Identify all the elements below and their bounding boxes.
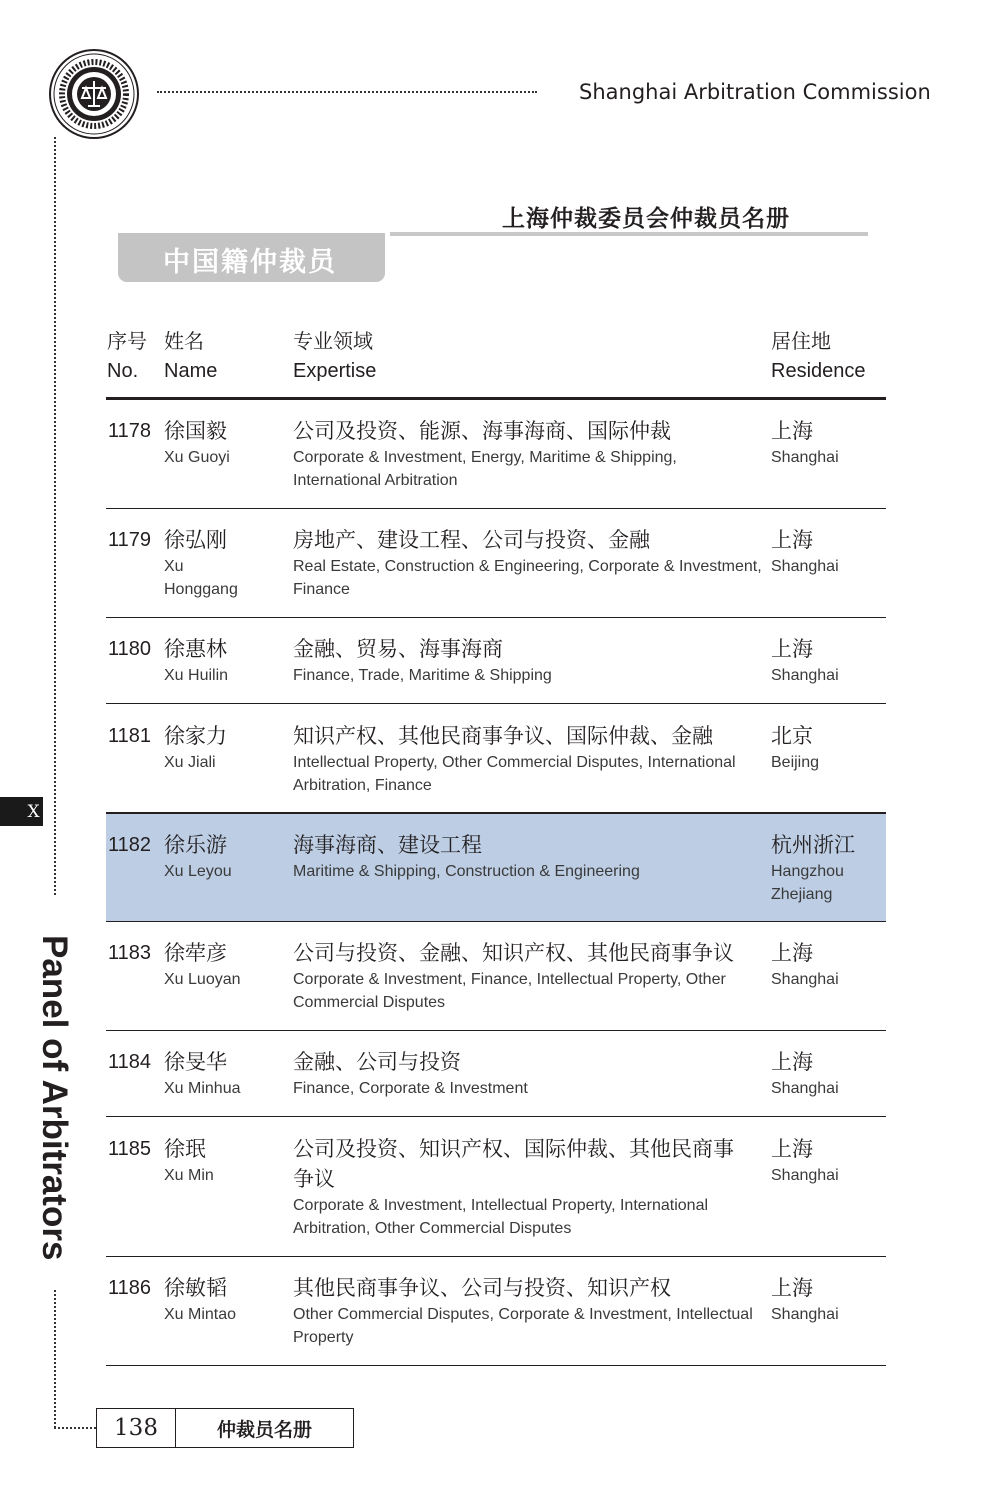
residence: 上海 Shanghai	[771, 941, 839, 988]
arbitrator-name: 徐弘刚 Xu Honggang	[164, 528, 238, 598]
row-number: 1180	[108, 638, 152, 660]
arbitrator-name: 徐荦彦 Xu Luoyan	[164, 941, 241, 988]
expertise: 房地产、建设工程、公司与投资、金融 Real Estate, Construction & Engineering, Corporate & Investment, Finance	[293, 528, 762, 598]
col-header-name-en: Name	[164, 360, 218, 382]
expertise: 知识产权、其他民商事争议、国际仲裁、金融 Intellectual Property, Other Commercial Disputes, International Arbitration, Finance	[293, 724, 736, 794]
arbitrator-name: 徐惠林 Xu Huilin	[164, 637, 229, 684]
expertise: 公司与投资、金融、知识产权、其他民商事争议 Corporate & Investment, Finance, Intellectual Property, Other Commercial Disputes	[293, 941, 734, 1011]
expertise: 公司及投资、知识产权、国际仲裁、其他民商事争议 Corporate & Investment, Intellectual Property, International Arbitration, Other Commercial Disputes	[293, 1137, 734, 1237]
table-row	[106, 922, 886, 1031]
residence: 上海 Shanghai	[771, 528, 839, 575]
header-dotted-rule	[157, 91, 537, 93]
table-row	[106, 509, 886, 618]
arbitrator-name: 徐国毅 Xu Guoyi	[164, 419, 230, 466]
table-row	[106, 400, 886, 509]
table-row	[106, 1031, 886, 1117]
col-header-no-zh: 序号	[107, 329, 147, 353]
arbitrator-name: 徐家力 Xu Jiali	[164, 724, 227, 771]
residence: 上海 Shanghai	[771, 419, 839, 466]
col-header-residence-en: Residence	[771, 360, 866, 382]
category-tab: 中国籍仲裁员	[118, 233, 385, 282]
table-row	[106, 705, 886, 813]
row-number: 1185	[108, 1138, 152, 1160]
residence: 上海 Shanghai	[771, 1276, 839, 1323]
col-header-residence-zh: 居住地	[771, 329, 831, 353]
organization-name: Shanghai Arbitration Commission	[579, 80, 931, 104]
footer-label: 仲裁员名册	[216, 1418, 312, 1441]
table-row-highlighted	[106, 813, 886, 922]
margin-dotted-line-bottom	[54, 1290, 56, 1428]
table-row	[106, 618, 886, 704]
residence: 上海 Shanghai	[771, 637, 839, 684]
expertise: 金融、公司与投资 Finance, Corporate & Investment	[293, 1050, 528, 1097]
section-tab: X	[0, 797, 43, 826]
arbitrator-name: 徐敏韬 Xu Mintao	[164, 1276, 237, 1323]
residence: 杭州浙江 Hangzhou Zhejiang	[771, 833, 855, 903]
expertise: 金融、贸易、海事海商 Finance, Trade, Maritime & Shipping	[293, 637, 552, 684]
expertise: 公司及投资、能源、海事海商、国际仲裁 Corporate & Investment, Energy, Maritime & Shipping, International Arbitration	[293, 419, 677, 489]
arbitrator-name: 徐旻华 Xu Minhua	[164, 1050, 241, 1097]
row-number: 1186	[108, 1277, 152, 1299]
row-number: 1181	[108, 725, 152, 747]
row-number: 1178	[108, 420, 152, 442]
arbitrator-name: 徐乐游 Xu Leyou	[164, 833, 232, 880]
arbitrator-name: 徐珉 Xu Min	[164, 1137, 214, 1184]
residence: 北京 Beijing	[771, 724, 820, 771]
col-header-no-en: No.	[107, 360, 139, 382]
page-number: 138	[97, 1409, 176, 1447]
expertise: 海事海商、建设工程 Maritime & Shipping, Construction & Engineering	[293, 833, 640, 880]
commission-seal-logo	[48, 48, 140, 140]
footer-page-box	[96, 1408, 354, 1448]
expertise: 其他民商事争议、公司与投资、知识产权 Other Commercial Disputes, Corporate & Investment, Intellectual Property	[293, 1276, 753, 1346]
margin-dotted-connector	[54, 1427, 96, 1429]
col-header-expertise-en: Expertise	[293, 360, 377, 382]
book-title: 上海仲裁委员会仲裁员名册	[502, 206, 790, 232]
side-title: Panel of Arbitrators	[35, 935, 74, 1261]
row-number: 1184	[108, 1051, 152, 1073]
residence: 上海 Shanghai	[771, 1137, 839, 1184]
residence: 上海 Shanghai	[771, 1050, 839, 1097]
row-number: 1179	[108, 529, 152, 551]
col-header-name-zh: 姓名	[164, 329, 204, 353]
row-number: 1182	[108, 834, 152, 856]
table-row	[106, 1118, 886, 1257]
col-header-expertise-zh: 专业领域	[293, 329, 373, 353]
title-rule	[390, 232, 868, 236]
margin-dotted-line	[54, 137, 56, 895]
table-row	[106, 1257, 886, 1366]
row-number: 1183	[108, 942, 152, 964]
